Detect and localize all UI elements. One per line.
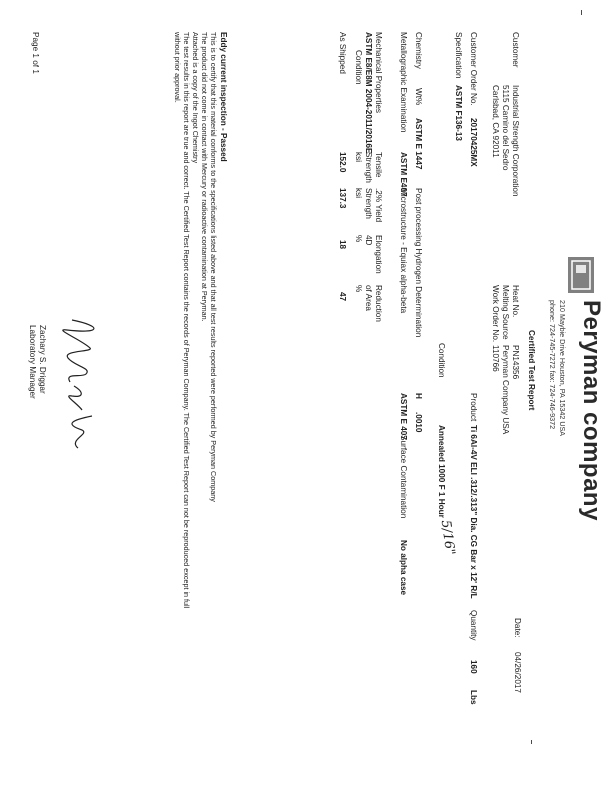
reduction-value: 47: [338, 292, 347, 302]
col-elongation-2: 4D: [364, 235, 373, 246]
customer-order-value: 20170425MX: [469, 118, 478, 167]
handwritten-size-note: 5/16": [437, 519, 458, 557]
melting-source-value: Peryman Company USA: [501, 345, 510, 435]
mechanical-label: Mechanical Properties: [374, 32, 383, 114]
heat-no-value: PN14356: [511, 345, 520, 380]
col-yield-1: .2% Yield: [374, 188, 383, 223]
signer-name: Zachary S. Driggar: [38, 325, 47, 394]
col-yield-3: ksi: [354, 188, 363, 199]
quantity-label: Quantity: [469, 610, 478, 641]
customer-name: Industrial Strength Corporation: [511, 85, 520, 197]
work-order-value: 110766: [491, 345, 500, 372]
page-number: Page 1 of 1: [31, 32, 40, 74]
melting-source-label: Melting Source: [501, 285, 510, 340]
col-elongation-1: Elongation: [374, 235, 383, 274]
signature-icon: [42, 312, 112, 462]
tensile-value: 152.0: [338, 152, 347, 173]
certification-line-1: This is to certify that this material conforms to the specifications listed above and that all test results reported were performed by Peryman Company: [209, 32, 218, 502]
col-tensile-3: ksi: [354, 152, 363, 163]
product-value: Ti 6Al-4V ELI .312/.313" Dia. CG Bar x 12' R/L: [469, 425, 478, 599]
customer-street: 5115 Camino del Sedro: [501, 85, 510, 171]
col-tensile-1: Tensile: [374, 152, 383, 178]
scan-speck: [531, 740, 532, 744]
chemistry-label: Chemistry: [414, 32, 423, 69]
company-phones: phone: 724-745-7272 fax: 724-746-9372: [548, 300, 557, 430]
surface-method: ASTM E 407: [399, 393, 408, 440]
mechanical-spec: ASTM E8/E8M 2004-2011/2016E: [364, 32, 373, 154]
report-title: Certified Test Report: [527, 330, 536, 411]
certification-line-2: The product did not come in contact with Mercury or radioactive contamination at Peryman.: [200, 32, 209, 322]
certification-line-3: Attached is a copy of the Ingot Chemistry: [191, 32, 200, 164]
metallographic-method: ASTM E407: [399, 152, 408, 197]
eddy-current-note: Eddy current inspection - Passed: [219, 32, 228, 162]
hydrogen-value: .0010: [414, 412, 423, 433]
company-logo-text: Peryman company: [578, 300, 605, 521]
hydrogen-label: H: [414, 393, 423, 399]
customer-label: Customer: [511, 32, 520, 68]
product-label: Product: [469, 393, 478, 422]
certification-line-4: The test results in this report are true and correct. The Certified Test Report contains the records of Peryman Company. The Certified Test Report can not be reproduced except in full: [182, 32, 191, 609]
quantity-value: 160: [469, 660, 478, 674]
chemistry-method: ASTM E 1447: [414, 118, 423, 170]
col-reduction-3: %: [354, 285, 363, 293]
customer-order-label: Customer Order No.: [469, 32, 478, 106]
condition-value: Annealed 1000 F 1 Hour: [437, 425, 446, 518]
work-order-label: Work Order No.: [491, 285, 500, 343]
specification-value: ASTM F136-13: [454, 85, 463, 141]
surface-contamination-value: No alpha case: [399, 540, 408, 596]
col-reduction-1: Reduction: [374, 285, 383, 322]
chemistry-wt: Wt%: [414, 88, 423, 106]
col-elongation-3: %: [354, 235, 363, 243]
elongation-value: 18: [338, 240, 347, 250]
col-yield-2: Strength: [364, 188, 373, 219]
scan-speck: [581, 10, 582, 15]
metallographic-label: Metallographic Examination: [399, 32, 408, 133]
company-address: 210 Maybie Drive Houston, PA 15342 USA: [558, 300, 567, 437]
specification-label: Specification: [454, 32, 463, 79]
heat-no-label: Heat No.: [511, 285, 520, 318]
condition-label: Condition: [437, 343, 446, 378]
date-label: Date:: [513, 618, 522, 638]
microstructure-text: Microstructure - Equiax alpha-beta: [399, 188, 408, 314]
yield-value: 137.3: [338, 188, 347, 209]
chemistry-text: Post processing Hydrogen Determination: [414, 188, 423, 338]
surface-contamination-label: Surface Contamination: [399, 435, 408, 519]
col-tensile-2: Strength: [364, 152, 373, 183]
signer-title: Laboratory Manager: [28, 325, 37, 399]
certification-line-5: without prior approval.: [173, 32, 182, 103]
col-reduction-2: of Area: [364, 285, 373, 311]
quantity-unit: Lbs: [469, 690, 478, 705]
customer-city: Carlsbad, CA 92011: [491, 85, 500, 158]
as-shipped-label: As Shipped: [338, 32, 347, 74]
date-value: 04/26/2017: [513, 652, 522, 693]
peryman-logo-icon: [566, 255, 596, 295]
mechanical-condition-label: Condition: [354, 50, 363, 85]
